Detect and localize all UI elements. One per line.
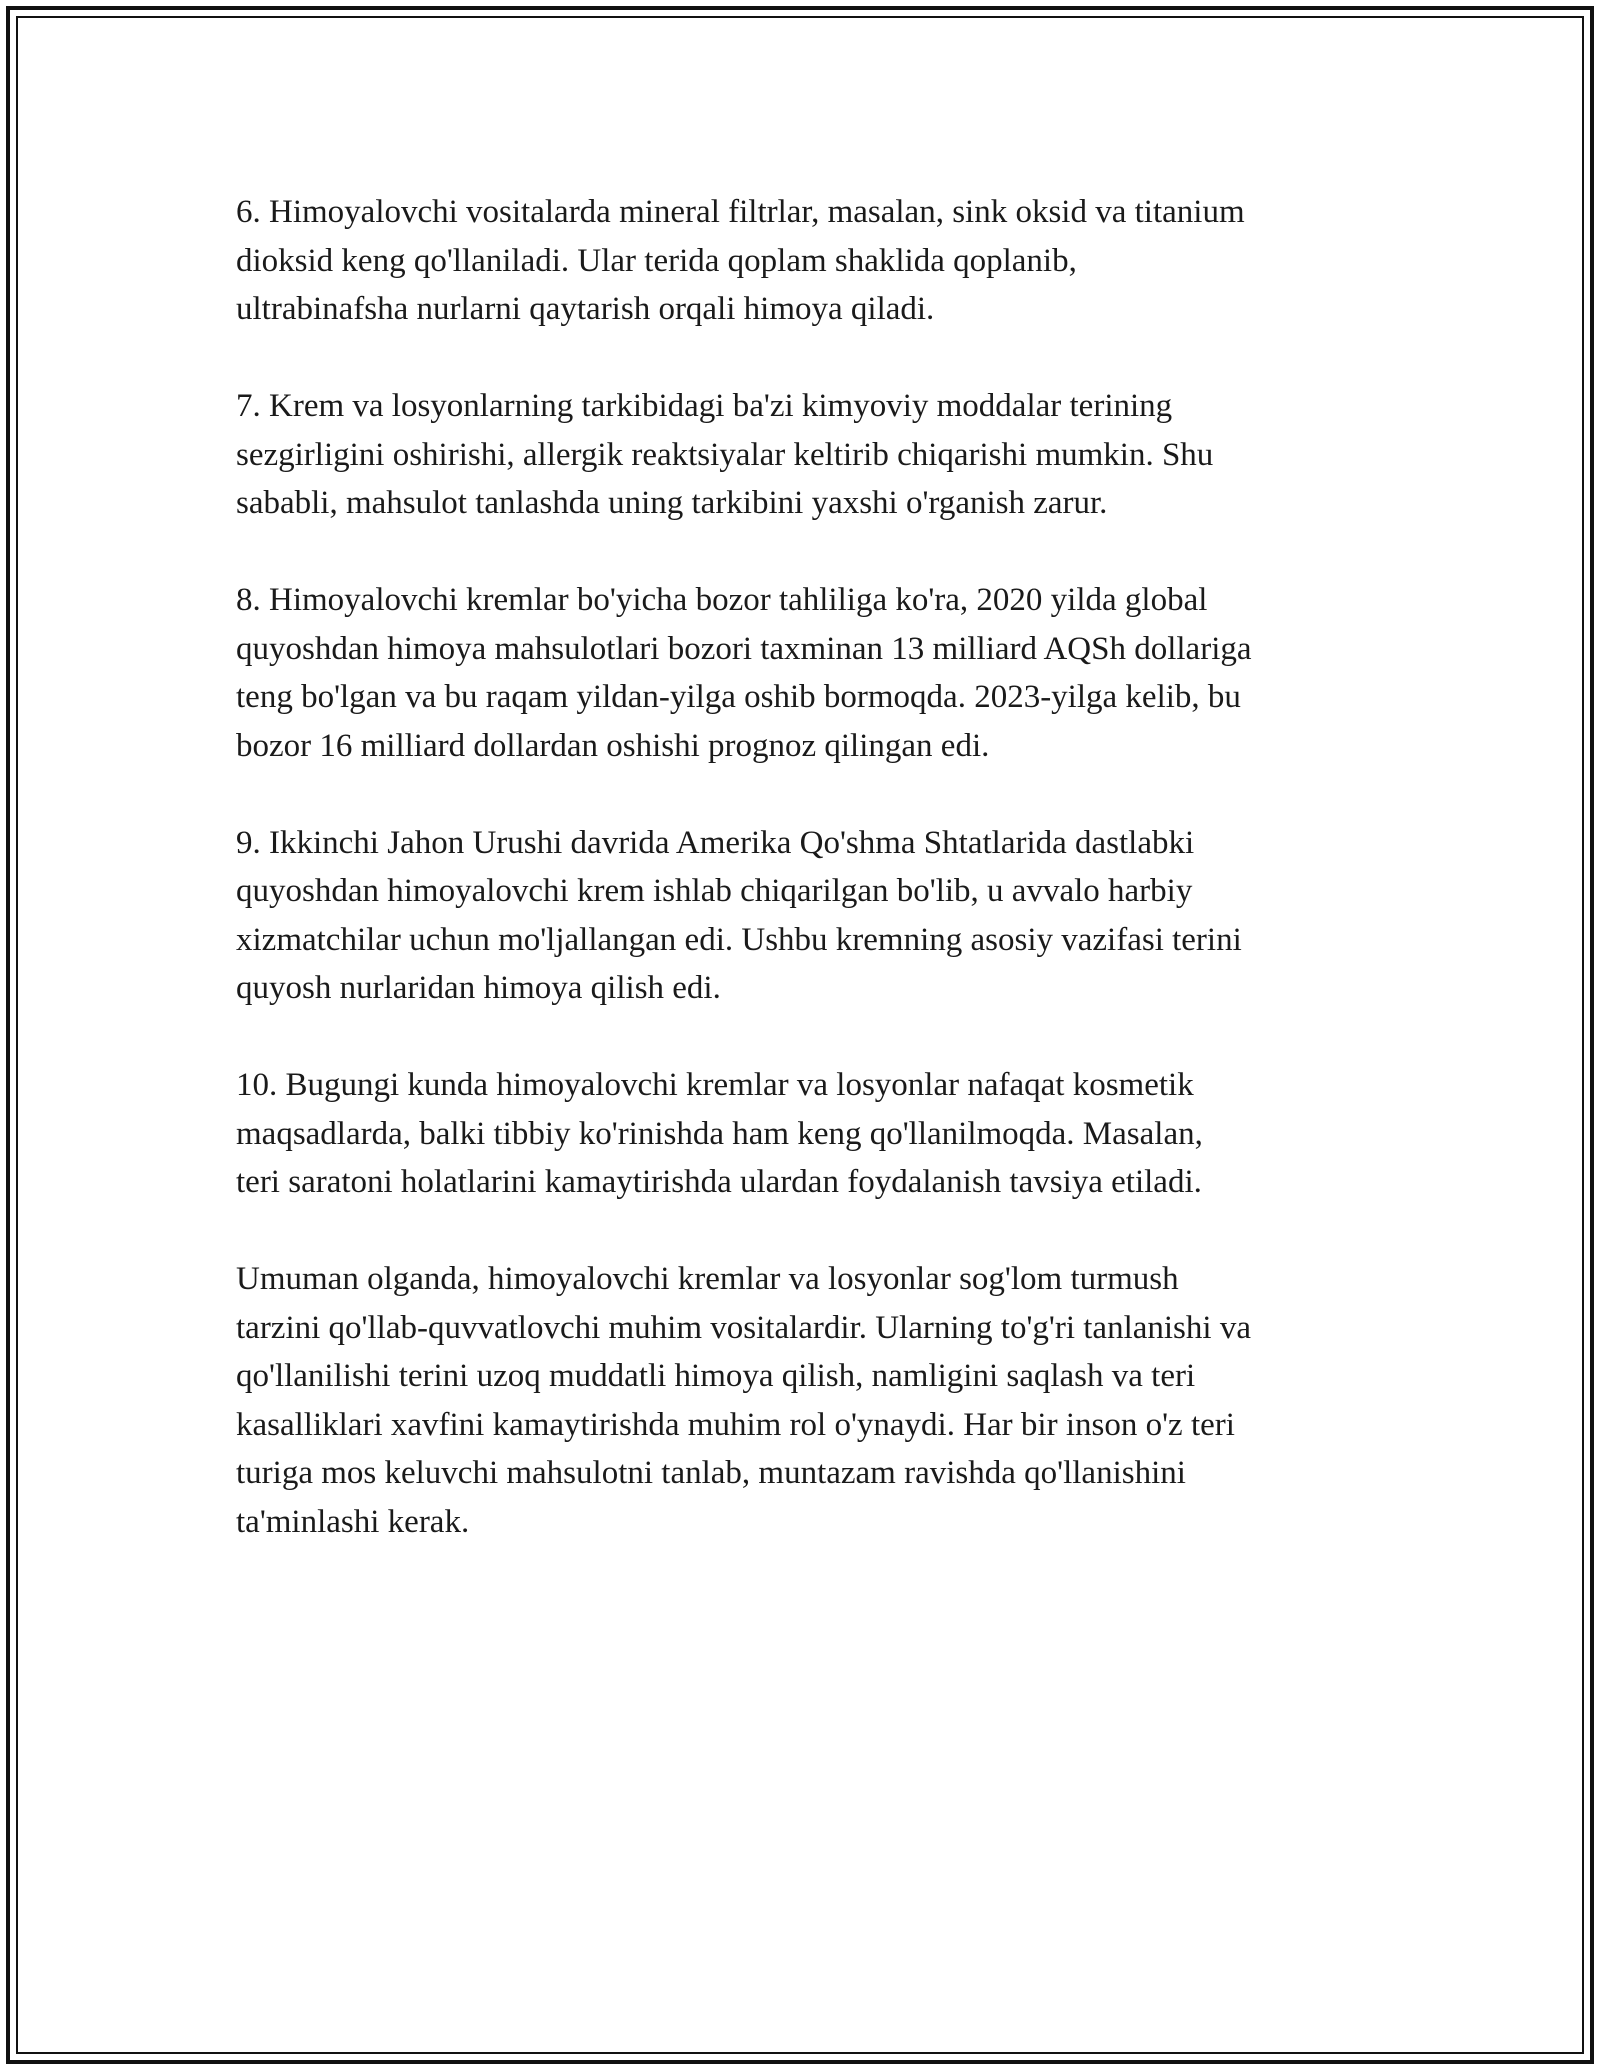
paragraph-item-10: 10. Bugungi kunda himoyalovchi kremlar va losyonlar nafaqat kosmetik maqsadlarda, balki tibbiy ko'rinishda ham keng qo'llanilmoqda. Masalan, teri saratoni holatlarini kamaytirishda ulardan foydalanish tavsiya etiladi. [236,1067,1203,1200]
conclusion-paragraph: Umuman olganda, himoyalovchi kremlar va losyonlar sog'lom turmush tarzini qo'llab-quvvatlovchi muhim vositalardir. Ularning to'g'ri tanlanishi va qo'llanilishi terini uzoq muddatli himoya qilish, namligini saqlash va teri kasalliklari xavfini kamaytirishda muhim rol o'ynaydi. Har bir inson o'z teri turiga mos keluvchi mahsulotni tanlab, muntazam ravishda qo'llanishini ta'minlashi kerak. [236,1261,1251,1540]
document-body [236,188,1376,1595]
paragraph-item-6: 6. Himoyalovchi vositalarda mineral filtrlar, masalan, sink oksid va titanium dioksid keng qo'llaniladi. Ular terida qoplam shaklida qoplanib, ultrabinafsha nurlarni qaytarish orqali himoya qiladi. [236,194,1245,327]
paragraph-item-9: 9. Ikkinchi Jahon Urushi davrida Amerika Qo'shma Shtatlarida dastlabki quyoshdan himoyalovchi krem ishlab chiqarilgan bo'lib, u avvalo harbiy xizmatchilar uchun mo'ljallangan edi. Ushbu kremning asosiy vazifasi terini quyosh nurlaridan himoya qilish edi. [236,824,1242,1006]
paragraph-item-7: 7. Krem va losyonlarning tarkibidagi ba'zi kimyoviy moddalar terining sezgirligini oshirishi, allergik reaktsiyalar keltirib chiqarishi mumkin. Shu sababli, mahsulot tanlashda uning tarkibini yaxshi o'rganish zarur. [236,388,1214,521]
paragraph-item-8: 8. Himoyalovchi kremlar bo'yicha bozor tahliliga ko'ra, 2020 yilda global quyoshdan himoya mahsulotlari bozori taxminan 13 milliard AQSh dollariga teng bo'lgan va bu raqam yildan-yilga oshib bormoqda. 2023-yilga kelib, bu bozor 16 milliard dollardan oshishi prognoz qilingan edi. [236,582,1252,764]
